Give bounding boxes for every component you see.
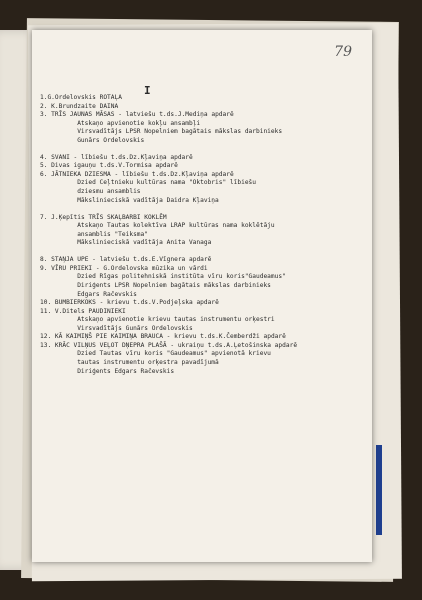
program-line: ansamblis "Teiksma" — [77, 230, 148, 238]
program-line: 4. SVANI - lībiešu t.ds.Dz.Kļaviņa apdarē — [40, 153, 193, 161]
program-line: 6. JĀTNIEKA DZIESMA - lībiešu t.ds.Dz.Kļaviņa apdarē — [40, 170, 234, 178]
program-line: Mākslinieciskā vadītāja Anita Vanaga — [77, 239, 212, 247]
program-line: Atskaņo apvienotie krievu tautas instrumentu orķestri — [77, 316, 275, 324]
program-line: Virsvadītājs LPSR Nopelniem bagātais mākslas darbinieks — [77, 128, 283, 136]
program-line: 9. VĪRU PRIEKI - G.Ordelovska mūzika un vārdi — [40, 264, 208, 272]
blue-folder-tab — [376, 445, 382, 535]
program-line: Atskaņo Tautas kolektīva LRAP kultūras nama koklētāju — [77, 222, 275, 230]
program-line: Edgars Račevskis — [77, 290, 137, 298]
program-line: 8. STAŅJA UPE - latviešu t.ds.E.Vīgnera apdarē — [40, 256, 212, 264]
section-heading: I — [144, 84, 151, 97]
program-line: Dzied Tautas vīru koris "Gaudeamus" apvienotā krievu — [77, 350, 271, 358]
page-number: 79 — [334, 44, 352, 60]
program-line: 12. KĀ KAIMIŅŠ PIE KAIMIŅA BRAUCA - krievu t.ds.K.Čemberdži apdarē — [40, 333, 286, 341]
program-line: Virsvadītājs Gunārs Ordelovskis — [77, 324, 193, 332]
blank-line — [40, 145, 370, 154]
program-line: Gunārs Ordelovskis — [77, 136, 145, 144]
program-list — [40, 94, 370, 376]
blank-line — [40, 205, 370, 214]
program-line: 5. Divas igauņu t.ds.V.Tormisa apdarē — [40, 162, 178, 170]
program-line: Mākslinieciskā vadītāja Daidra Kļaviņa — [77, 196, 219, 204]
document-page — [32, 30, 372, 562]
program-line: 2. K.Brundzaite DAINA — [40, 102, 119, 110]
program-line: 3. TRĪS JAUNAS MĀSAS - latviešu t.ds.J.Mediņa apdarē — [40, 111, 234, 119]
program-line: 10. BUMBIERKOKS - krievu t.ds.V.Podjeļska apdarē — [40, 299, 219, 307]
program-line: dziesmu ansamblis — [77, 188, 141, 196]
program-line: tautas instrumentu orķestra pavadījumā — [77, 358, 219, 366]
program-line: 13. KRĀC VILŅUS VEĻOT DŅEPRA PLAŠĀ - ukraiņu t.ds.A.Ļetošinska apdarē — [40, 341, 298, 349]
program-line: Dzied Ceļtnieku kultūras nama "Oktobris" lībiešu — [77, 179, 256, 187]
program-line: Diriģents LPSR Nopelniem bagātais mākslas darbinieks — [77, 282, 271, 290]
program-line: 7. J.Ķepītis TRĪS SKAĻBARBI KOKLĒM — [40, 213, 167, 221]
program-line: 1.G.Ordelovskis ROTAĻA — [40, 94, 122, 101]
program-line: Dzied Rīgas politehniskā institūta vīru koris"Gaudeamus" — [77, 273, 286, 281]
program-line: 11. V.Ditels PAUDINIEKI — [40, 307, 126, 315]
program-line: Atskaņo apvienotie kokļu ansambļi — [77, 119, 201, 127]
program-line: Diriģents Edgars Račevskis — [77, 367, 175, 375]
